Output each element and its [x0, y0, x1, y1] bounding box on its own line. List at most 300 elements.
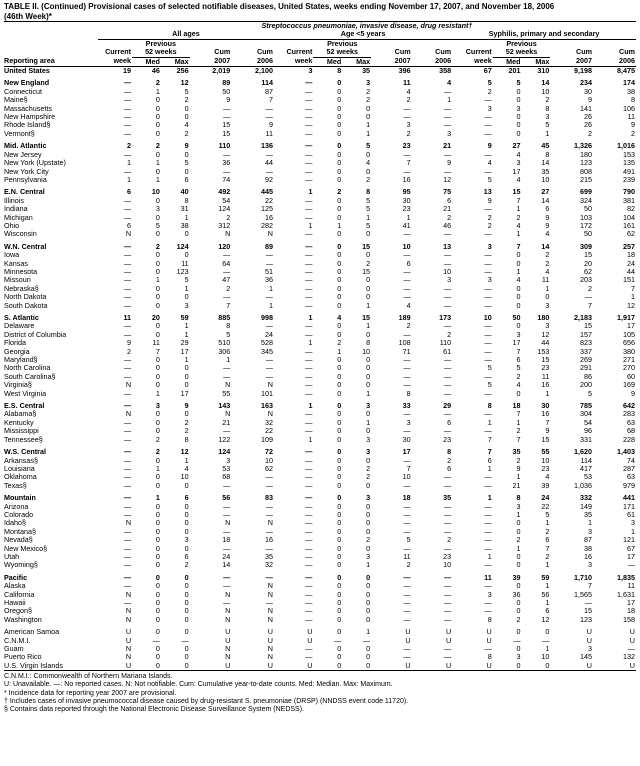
- table-cell: 0: [337, 322, 342, 331]
- reporting-area: Texas§: [4, 481, 27, 490]
- table-cell: 1: [308, 402, 313, 411]
- table-cell: 200: [580, 381, 592, 390]
- table-cell: 0: [337, 389, 342, 398]
- table-cell: 0: [184, 150, 189, 159]
- table-cell: 87: [584, 536, 592, 545]
- table-cell: —: [305, 322, 313, 331]
- table-cell: 6: [184, 552, 189, 561]
- table-cell: —: [305, 418, 313, 427]
- table-cell: —: [123, 510, 132, 519]
- table-row: [4, 197, 636, 205]
- table-cell: 8: [487, 653, 492, 662]
- table-cell: 0: [342, 662, 371, 671]
- table-cell: 63: [627, 473, 635, 482]
- table-cell: U: [593, 662, 636, 671]
- table-cell: 0: [155, 607, 160, 616]
- table-cell: N: [125, 615, 132, 624]
- table-cell: 0: [337, 494, 342, 503]
- table-cell: 14: [541, 79, 550, 88]
- disease-header: Streptococcus pneumoniae, invasive disease, drug resistant†: [261, 21, 473, 30]
- table-cell: 0: [337, 607, 342, 616]
- table-cell: 0: [516, 389, 521, 398]
- table-cell: 3: [545, 322, 550, 331]
- table-cell: 5: [545, 121, 550, 130]
- table-cell: 1: [155, 494, 160, 503]
- table-cell: 67: [627, 544, 635, 553]
- table-cell: 0: [337, 418, 342, 427]
- footnote: C.N.M.I.: Commonwealth of Northern Mariana Islands.: [4, 673, 173, 681]
- table-cell: 2: [184, 418, 189, 427]
- reporting-area: S. Atlantic: [4, 314, 39, 322]
- table-cell: 0: [337, 573, 342, 582]
- table-cell: 0: [337, 502, 342, 511]
- table-cell: —: [484, 427, 492, 436]
- table-cell: 157: [580, 330, 592, 339]
- table-cell: 13: [443, 242, 452, 251]
- table-cell: —: [305, 293, 313, 302]
- table-cell: 39: [512, 573, 521, 582]
- table-cell: 0: [337, 96, 342, 105]
- table-cell: —: [123, 448, 132, 457]
- table-cell: 10: [541, 653, 550, 662]
- table-cell: 5: [184, 276, 189, 285]
- table-cell: 2: [447, 456, 452, 465]
- table-cell: 62: [627, 230, 635, 239]
- table-cell: 0: [155, 213, 160, 222]
- table-cell: —: [305, 356, 313, 365]
- table-cell: —: [265, 113, 273, 122]
- table-cell: 0: [337, 510, 342, 519]
- title-line-2: (46th Week)*: [4, 11, 52, 21]
- table-cell: 35: [584, 510, 592, 519]
- table-cell: —: [443, 544, 452, 553]
- table-row: [4, 381, 636, 389]
- table-cell: —: [484, 167, 492, 176]
- reporting-area: American Samoa: [4, 628, 60, 637]
- table-cell: 0: [337, 544, 342, 553]
- table-cell: 6: [545, 205, 550, 214]
- table-cell: 492: [218, 188, 231, 197]
- table-row: [4, 356, 636, 364]
- table-cell: 0: [337, 552, 342, 561]
- table-cell: 1: [406, 213, 411, 222]
- table-cell: 23: [443, 435, 452, 444]
- table-cell: —: [443, 167, 452, 176]
- reporting-area: Wisconsin: [4, 230, 37, 239]
- table-cell: 998: [260, 314, 273, 322]
- table-cell: 0: [366, 599, 371, 607]
- table-cell: 44: [264, 159, 273, 168]
- table-cell: —: [403, 104, 411, 113]
- table-cell: 239: [623, 175, 635, 184]
- table-cell: —: [443, 607, 452, 616]
- table-cell: 30: [402, 435, 411, 444]
- table-cell: —: [223, 502, 231, 511]
- table-cell: 309: [580, 242, 592, 251]
- table-row: [4, 285, 636, 293]
- table-cell: 5: [366, 221, 371, 230]
- table-cell: 8: [516, 494, 521, 503]
- table-cell: —: [305, 599, 313, 607]
- table-row: [4, 553, 636, 561]
- table-cell: —: [223, 544, 231, 553]
- table-cell: —: [403, 645, 411, 654]
- table-cell: 3: [447, 129, 452, 138]
- table-cell: —: [123, 259, 132, 268]
- table-cell: —: [123, 494, 132, 503]
- table-cell: 510: [218, 339, 231, 348]
- table-cell: 2: [184, 129, 189, 138]
- table-cell: 0: [337, 381, 342, 390]
- table-cell: 0: [155, 410, 160, 419]
- table-cell: 7: [516, 347, 521, 356]
- table-row: [4, 482, 636, 490]
- table-cell: 2: [545, 552, 550, 561]
- table-cell: —: [484, 96, 492, 105]
- table-cell: 7: [545, 544, 550, 553]
- table-cell: —: [305, 213, 313, 222]
- table-cell: 0: [155, 628, 160, 637]
- table-cell: 2: [545, 251, 550, 260]
- table-cell: 110: [439, 339, 452, 348]
- table-cell: N: [125, 410, 132, 419]
- table-cell: U: [125, 628, 132, 637]
- table-cell: N: [267, 645, 273, 654]
- table-cell: —: [265, 259, 273, 268]
- table-cell: —: [305, 267, 313, 276]
- table-cell: —: [403, 251, 411, 260]
- table-cell: 30: [584, 87, 592, 96]
- table-cell: 0: [516, 87, 521, 96]
- table-cell: 0: [155, 519, 160, 528]
- table-cell: 0: [366, 590, 371, 599]
- table-cell: 0: [155, 284, 160, 293]
- table-cell: —: [123, 599, 132, 607]
- table-cell: —: [223, 293, 231, 302]
- table-cell: 1,036: [574, 481, 592, 490]
- table-row: [4, 339, 636, 347]
- table-cell: 123: [176, 267, 189, 276]
- table-cell: —: [484, 519, 492, 528]
- table-cell: 114: [580, 456, 592, 465]
- table-cell: —: [584, 599, 592, 607]
- table-cell: 3: [545, 113, 550, 122]
- table-cell: —: [627, 645, 635, 654]
- table-cell: 4: [337, 314, 342, 322]
- table-cell: 9: [127, 339, 132, 348]
- table-cell: 0: [545, 293, 550, 302]
- table-row: [4, 302, 636, 310]
- table-cell: 1: [155, 87, 160, 96]
- region-row: [4, 448, 636, 456]
- table-cell: 5: [487, 364, 492, 373]
- table-cell: 46: [151, 66, 160, 76]
- table-cell: 21: [222, 418, 231, 427]
- table-cell: N: [125, 645, 132, 654]
- table-cell: 2: [516, 536, 521, 545]
- table-cell: 1,403: [617, 448, 635, 457]
- table-cell: 2: [366, 259, 371, 268]
- table-cell: —: [484, 473, 492, 482]
- table-cell: 0: [184, 410, 189, 419]
- table-cell: —: [484, 230, 492, 239]
- table-cell: 18: [512, 402, 521, 411]
- table-cell: 3: [588, 645, 592, 654]
- table-cell: 0: [155, 259, 160, 268]
- table-cell: 1: [487, 418, 492, 427]
- table-cell: 2: [406, 322, 411, 331]
- reporting-area: Pacific: [4, 573, 28, 582]
- table-cell: 9: [545, 221, 550, 230]
- table-row: [4, 599, 636, 607]
- table-row: [4, 364, 636, 372]
- table-cell: 35: [512, 448, 521, 457]
- table-cell: 24: [264, 330, 273, 339]
- table-cell: 75: [443, 188, 452, 197]
- table-cell: 0: [366, 167, 371, 176]
- table-cell: 201: [508, 66, 521, 76]
- table-row: [4, 105, 636, 113]
- table-cell: —: [403, 607, 411, 616]
- table-cell: 0: [366, 427, 371, 436]
- table-cell: 2: [155, 242, 160, 251]
- table-cell: —: [484, 527, 492, 536]
- table-cell: 8: [337, 66, 342, 76]
- table-cell: 257: [623, 242, 635, 251]
- table-cell: 0: [337, 356, 342, 365]
- table-cell: 310: [537, 66, 550, 76]
- table-cell: 0: [155, 552, 160, 561]
- table-cell: 808: [580, 167, 592, 176]
- table-cell: —: [403, 615, 411, 624]
- table-cell: —: [123, 284, 132, 293]
- table-row: [4, 96, 636, 104]
- table-cell: 104: [623, 213, 635, 222]
- table-cell: 9,198: [574, 66, 592, 76]
- table-cell: 0: [516, 284, 521, 293]
- table-cell: 149: [580, 502, 592, 511]
- table-cell: 9: [268, 121, 273, 130]
- table-cell: —: [265, 322, 273, 331]
- table-cell: 51: [264, 267, 273, 276]
- table-row: [4, 159, 636, 167]
- table-cell: 0: [155, 230, 160, 239]
- reporting-area: Rhode Island§: [4, 121, 51, 130]
- table-cell: —: [443, 481, 452, 490]
- table-cell: —: [443, 599, 452, 607]
- table-cell: 234: [580, 79, 592, 88]
- table-cell: —: [223, 364, 231, 373]
- table-cell: 528: [260, 339, 273, 348]
- table-cell: 0: [155, 527, 160, 536]
- table-cell: 0: [184, 104, 189, 113]
- table-cell: —: [403, 372, 411, 381]
- table-cell: 2: [487, 87, 492, 96]
- table-cell: 31: [180, 205, 189, 214]
- table-cell: 114: [261, 79, 273, 88]
- table-cell: 1,917: [617, 314, 635, 322]
- table-cell: 2: [447, 536, 452, 545]
- table-cell: 2: [406, 96, 411, 105]
- table-cell: 22: [264, 196, 273, 205]
- reporting-area: South Carolina§: [4, 372, 56, 381]
- table-cell: 10: [151, 188, 160, 197]
- table-cell: U: [371, 662, 412, 671]
- reporting-area: Alabama§: [4, 410, 37, 419]
- table-row: [4, 561, 636, 569]
- table-cell: 228: [623, 435, 635, 444]
- table-cell: 47: [222, 276, 231, 285]
- table-cell: 72: [264, 448, 273, 457]
- table-cell: 15: [584, 251, 592, 260]
- table-cell: —: [305, 276, 313, 285]
- table-cell: 1: [516, 230, 521, 239]
- table-cell: 2: [406, 561, 411, 570]
- table-cell: 30: [541, 402, 550, 411]
- table-cell: 9: [545, 427, 550, 436]
- table-cell: —: [123, 552, 132, 561]
- table-cell: —: [265, 502, 273, 511]
- table-cell: 0: [516, 552, 521, 561]
- table-cell: —: [305, 381, 313, 390]
- table-cell: —: [443, 293, 452, 302]
- reporting-area: W.N. Central: [4, 242, 47, 251]
- table-cell: 0: [516, 251, 521, 260]
- table-cell: —: [123, 129, 132, 138]
- table-cell: 4: [366, 159, 371, 168]
- table-cell: 0: [337, 582, 342, 591]
- table-cell: 6: [447, 196, 452, 205]
- table-cell: 1: [487, 464, 492, 473]
- table-cell: 5: [516, 79, 521, 88]
- table-cell: N: [267, 653, 273, 662]
- table-cell: 396: [398, 66, 411, 76]
- table-cell: 1: [127, 159, 132, 168]
- table-cell: 24: [222, 552, 231, 561]
- table-cell: 0: [155, 372, 160, 381]
- table-cell: 7: [588, 301, 592, 310]
- table-cell: 0: [184, 381, 189, 390]
- table-cell: 1: [516, 205, 521, 214]
- table-row: [4, 419, 636, 427]
- table-cell: 24: [627, 259, 635, 268]
- table-cell: 1: [337, 347, 342, 356]
- table-cell: 17: [512, 339, 521, 348]
- table-cell: 0: [337, 196, 342, 205]
- table-cell: 6: [406, 259, 411, 268]
- table-cell: 4: [516, 150, 521, 159]
- table-cell: —: [265, 372, 273, 381]
- table-cell: —: [223, 113, 231, 122]
- table-cell: 30: [402, 196, 411, 205]
- table-cell: 2: [366, 473, 371, 482]
- table-cell: 23: [443, 552, 452, 561]
- table-cell: 19: [123, 66, 132, 76]
- table-cell: —: [223, 527, 231, 536]
- table-cell: 2: [226, 284, 231, 293]
- table-row: [4, 373, 636, 381]
- table-cell: 0: [516, 301, 521, 310]
- table-cell: 16: [541, 381, 550, 390]
- table-cell: 2: [155, 142, 160, 151]
- table-cell: 0: [366, 356, 371, 365]
- table-cell: —: [123, 536, 132, 545]
- table-row: [4, 465, 636, 473]
- table-cell: 5: [588, 389, 592, 398]
- table-cell: 0: [337, 242, 342, 251]
- table-cell: 1: [545, 561, 550, 570]
- table-cell: 56: [541, 590, 550, 599]
- reporting-area: New York (Upstate): [4, 159, 66, 168]
- table-cell: —: [265, 473, 273, 482]
- table-cell: 0: [337, 615, 342, 624]
- reporting-area: Alaska: [4, 582, 26, 591]
- table-cell: —: [265, 293, 273, 302]
- table-cell: 0: [184, 599, 189, 607]
- table-cell: 89: [222, 79, 231, 88]
- table-cell: —: [443, 615, 452, 624]
- table-cell: —: [265, 167, 273, 176]
- table-cell: —: [334, 636, 342, 645]
- table-cell: 0: [366, 330, 371, 339]
- table-cell: 10: [264, 456, 273, 465]
- table-row: [4, 268, 636, 276]
- group-all-ages: All ages: [98, 30, 274, 39]
- table-cell: U: [586, 636, 592, 645]
- reporting-area: Michigan: [4, 213, 33, 222]
- table-cell: N: [267, 590, 273, 599]
- table-cell: 1: [155, 175, 160, 184]
- table-cell: 6: [184, 494, 189, 503]
- table-cell: 0: [337, 645, 342, 654]
- table-cell: 7: [588, 582, 592, 591]
- region-row: [4, 142, 636, 150]
- table-cell: 9: [184, 402, 189, 411]
- table-cell: 9: [516, 464, 521, 473]
- table-cell: U: [307, 636, 313, 645]
- table-cell: 62: [584, 267, 592, 276]
- table-cell: 143: [218, 402, 231, 411]
- reporting-area: Hawaii: [4, 599, 26, 607]
- table-cell: 4: [406, 87, 411, 96]
- table-cell: 21: [512, 481, 521, 490]
- table-cell: 68: [222, 473, 231, 482]
- table-cell: 5: [516, 364, 521, 373]
- table-cell: 87: [264, 87, 273, 96]
- table-cell: 1: [127, 175, 132, 184]
- table-cell: 6: [184, 175, 189, 184]
- table-cell: —: [403, 293, 411, 302]
- table-cell: —: [305, 79, 313, 88]
- table-cell: 0: [132, 662, 161, 671]
- table-cell: 0: [155, 364, 160, 373]
- table-cell: 1: [184, 213, 189, 222]
- table-cell: 2: [447, 330, 452, 339]
- table-cell: 0: [337, 653, 342, 662]
- reporting-area: Tennessee§: [4, 435, 43, 444]
- table-cell: —: [484, 113, 492, 122]
- table-cell: 0: [184, 544, 189, 553]
- table-cell: —: [305, 87, 313, 96]
- region-row: [4, 188, 636, 196]
- table-cell: —: [305, 142, 313, 151]
- table-cell: 0: [337, 87, 342, 96]
- table-cell: N: [267, 607, 273, 616]
- table-cell: —: [265, 481, 273, 490]
- table-cell: 0: [155, 251, 160, 260]
- reporting-area: Mountain: [4, 494, 36, 503]
- table-cell: 0: [155, 653, 160, 662]
